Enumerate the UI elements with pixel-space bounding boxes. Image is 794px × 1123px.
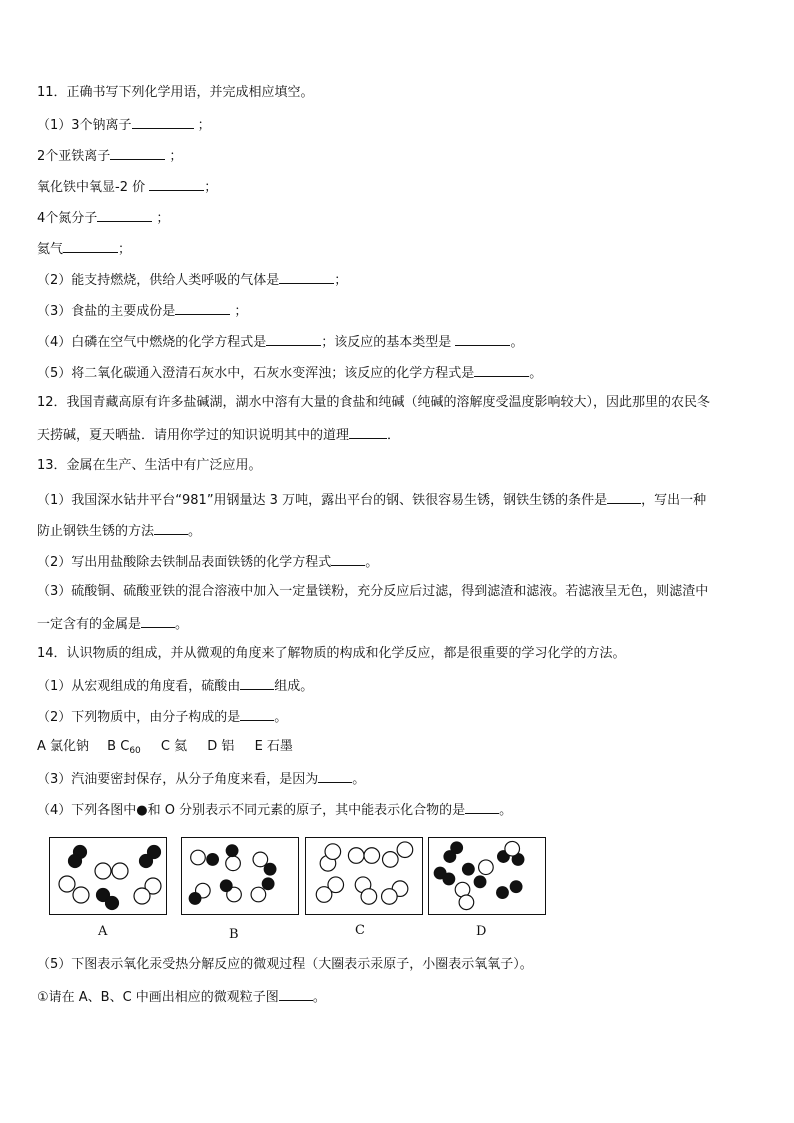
option-e[interactable]: E 石墨 xyxy=(254,739,293,754)
dark-atom xyxy=(444,851,456,863)
option-b-subscript: 60 xyxy=(129,746,141,756)
figure-label-c: C xyxy=(355,923,365,938)
q13-part2-text: （2）写出用盐酸除去铁制品表面铁锈的化学方程式 xyxy=(37,555,332,570)
q14-part4 xyxy=(37,801,512,819)
answer-blank[interactable] xyxy=(465,801,499,814)
answer-blank[interactable] xyxy=(240,708,274,721)
dark-atom xyxy=(264,863,276,875)
punct: ； xyxy=(230,304,248,319)
figure-box-a xyxy=(49,837,167,915)
q11-part1a-text: （1）3个钠离子 xyxy=(37,118,132,133)
q14-part2 xyxy=(37,708,287,726)
q11-part2-text: （2）能支持燃烧，供给人类呼吸的气体是 xyxy=(37,273,280,288)
punct: 。 xyxy=(529,366,543,381)
q14-part4-text: （4）下列各图中●和 O 分别表示不同元素的原子，其中能表示化合物的是 xyxy=(37,803,466,818)
figure-box-c xyxy=(305,837,423,915)
answer-blank[interactable] xyxy=(132,116,194,129)
light-atom xyxy=(505,841,520,856)
dark-atom xyxy=(226,845,238,857)
q14-options xyxy=(37,739,293,759)
light-atom xyxy=(364,848,380,864)
q14-part5a xyxy=(37,988,326,1006)
q13-title: 13．金属在生产、生活中有广泛应用。 xyxy=(37,458,262,473)
figure-label-d: D xyxy=(476,924,487,939)
q14-part5: （5）下图表示氧化汞受热分解反应的微观过程（大圈表示汞原子，小圈表示氧氧子）。 xyxy=(37,957,533,972)
option-c[interactable]: C 氦 xyxy=(160,739,188,754)
light-atom xyxy=(325,844,341,860)
figure-label-b: B xyxy=(229,927,239,942)
option-b-text: B C xyxy=(107,739,130,754)
answer-blank[interactable] xyxy=(149,178,204,191)
q11-part3 xyxy=(37,302,247,320)
answer-blank[interactable] xyxy=(455,333,510,346)
light-atom xyxy=(348,848,364,864)
q12-line2 xyxy=(37,426,400,444)
answer-blank[interactable] xyxy=(331,553,365,566)
q11-part1a xyxy=(37,116,211,134)
light-atom xyxy=(191,850,206,865)
light-atom xyxy=(95,863,111,879)
light-atom xyxy=(112,863,128,879)
dark-atom xyxy=(189,893,201,905)
punct: 。 xyxy=(352,772,366,787)
dark-atom xyxy=(262,878,274,890)
q14-part3 xyxy=(37,770,365,788)
answer-blank[interactable] xyxy=(474,364,529,377)
answer-blank[interactable] xyxy=(266,333,321,346)
q11-part1b-text: 2个亚铁离子 xyxy=(37,149,111,164)
answer-blank[interactable] xyxy=(318,770,352,783)
answer-blank[interactable] xyxy=(141,615,175,628)
punct: ； xyxy=(165,149,183,164)
dark-atom xyxy=(140,855,153,868)
figure-box-b xyxy=(181,837,299,915)
q14-title: 14．认识物质的组成，并从微观的角度来了解物质的构成和化学反应，都是很重要的学习化学的方法。 xyxy=(37,646,626,661)
q13-part1-text2: ，写出一种 xyxy=(641,493,707,508)
q11-part4-text2: ；该反应的基本类型是 xyxy=(321,335,452,350)
dark-atom xyxy=(106,897,119,910)
q14-part1-text2: 组成。 xyxy=(274,679,314,694)
q14-part1 xyxy=(37,677,313,695)
punct: ； xyxy=(152,211,170,226)
dark-atom xyxy=(497,887,509,899)
light-atom xyxy=(397,842,413,858)
q11-part1c xyxy=(37,178,217,196)
answer-blank[interactable] xyxy=(110,147,165,160)
light-atom xyxy=(479,860,494,875)
answer-blank[interactable] xyxy=(97,209,152,222)
q11-part1b xyxy=(37,147,182,165)
option-d[interactable]: D 铝 xyxy=(207,739,235,754)
q11-part1d xyxy=(37,209,169,227)
figure-label-a: A xyxy=(98,924,108,939)
q13-part1 xyxy=(37,491,706,509)
q14-part2-text: （2）下列物质中，由分子构成的是 xyxy=(37,710,241,725)
molecule-diagram-c xyxy=(306,838,422,914)
answer-blank[interactable] xyxy=(349,426,387,439)
light-atom xyxy=(253,852,268,867)
q12-line2-text: 天捞碱，夏天晒盐．请用你学过的知识说明其中的道理 xyxy=(37,428,350,443)
light-atom xyxy=(59,876,75,892)
punct: 。 xyxy=(365,555,379,570)
q11-part2 xyxy=(37,271,347,289)
answer-blank[interactable] xyxy=(175,302,230,315)
punct: 。 xyxy=(175,617,189,632)
dark-atom xyxy=(207,854,219,866)
answer-blank[interactable] xyxy=(240,677,274,690)
answer-blank[interactable] xyxy=(154,522,188,535)
light-atom xyxy=(361,889,377,905)
punct: ． xyxy=(387,428,401,443)
q11-part5-text: （5）将二氧化碳通入澄清石灰水中，石灰水变浑浊；该反应的化学方程式是 xyxy=(37,366,475,381)
punct: 。 xyxy=(188,524,202,539)
light-atom xyxy=(382,889,398,905)
dark-atom xyxy=(69,855,82,868)
punct: 。 xyxy=(510,335,524,350)
dark-atom xyxy=(220,880,232,892)
option-a[interactable]: A 氯化钠 xyxy=(37,739,90,754)
q14-part5a-text: ①请在 A、B、C 中画出相应的微观粒子图 xyxy=(37,990,279,1005)
q11-part3-text: （3）食盐的主要成份是 xyxy=(37,304,176,319)
q11-part5 xyxy=(37,364,542,382)
molecule-diagram-b xyxy=(182,838,288,914)
punct: 。 xyxy=(312,990,326,1005)
q12-line1: 12．我国青藏高原有许多盐碱湖，湖水中溶有大量的食盐和纯碱（纯碱的溶解度受温度影响较大），因此那里的农民冬 xyxy=(37,395,711,410)
q13-part1-text: （1）我国深水钻井平台“981”用钢量达 3 万吨，露出平台的钢、铁很容易生锈，钢铁生锈的条件是 xyxy=(37,493,608,508)
punct: 。 xyxy=(274,710,288,725)
q11-part1d-text: 4个氮分子 xyxy=(37,211,98,226)
q13-part2 xyxy=(37,553,378,571)
q13-part1-text3: 防止钢铁生锈的方法 xyxy=(37,524,155,539)
punct: 。 xyxy=(499,803,513,818)
q11-part1e-text: 氦气 xyxy=(37,242,64,257)
q11-part4 xyxy=(37,333,523,351)
q13-part3-text: 一定含有的金属是 xyxy=(37,617,142,632)
q13-part1-cont xyxy=(37,522,201,540)
punct: ； xyxy=(204,180,218,195)
answer-blank[interactable] xyxy=(607,491,641,504)
light-atom xyxy=(459,895,474,910)
light-atom xyxy=(134,888,150,904)
figure-box-d xyxy=(428,837,546,915)
molecule-diagram-a xyxy=(50,838,168,916)
light-atom xyxy=(73,887,89,903)
dark-atom xyxy=(443,873,455,885)
answer-blank[interactable] xyxy=(279,271,334,284)
answer-blank[interactable] xyxy=(279,988,313,1001)
q13-part3: （3）硫酸铜、硫酸亚铁的混合溶液中加入一定量镁粉，充分反应后过滤，得到滤渣和滤液。若滤液呈无色，则滤渣中 xyxy=(37,584,709,599)
dark-atom xyxy=(510,881,522,893)
punct: ； xyxy=(118,242,132,257)
answer-blank[interactable] xyxy=(63,240,118,253)
punct: ； xyxy=(193,118,211,133)
molecule-diagram-d xyxy=(429,838,535,914)
light-atom xyxy=(226,856,241,871)
option-b[interactable] xyxy=(107,739,141,754)
light-atom xyxy=(316,887,332,903)
light-atom xyxy=(383,852,399,868)
q13-part3-cont xyxy=(37,615,188,633)
q11-part1c-text: 氧化铁中氧显-2 价 xyxy=(37,180,146,195)
punct: ； xyxy=(334,273,348,288)
q14-part3-text: （3）汽油要密封保存，从分子角度来看，是因为 xyxy=(37,772,319,787)
dark-atom xyxy=(474,876,486,888)
q14-part1-text: （1）从宏观组成的角度看，硫酸由 xyxy=(37,679,241,694)
q11-title: 11．正确书写下列化学用语，并完成相应填空。 xyxy=(37,85,314,100)
light-atom xyxy=(251,887,266,902)
q11-part4-text: （4）白磷在空气中燃烧的化学方程式是 xyxy=(37,335,267,350)
q11-part1e xyxy=(37,240,131,258)
dark-atom xyxy=(463,863,475,875)
